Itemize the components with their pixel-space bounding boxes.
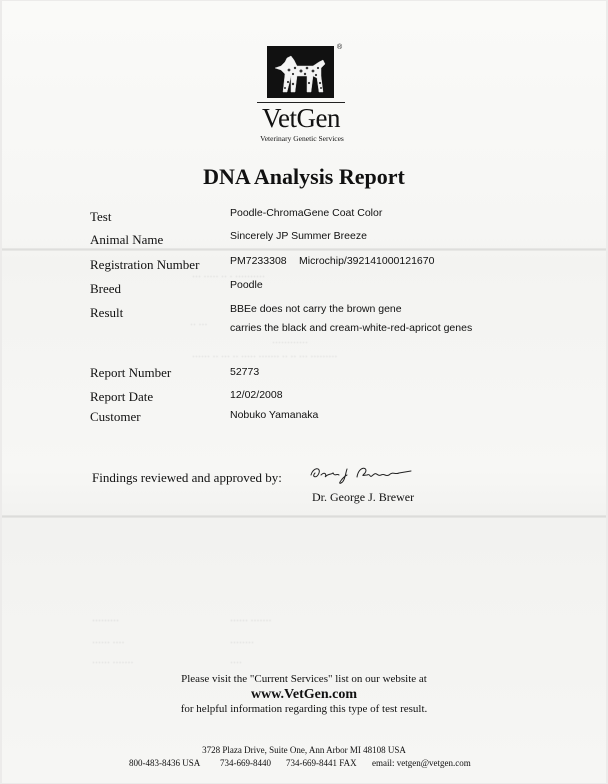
- brand-tagline: Veterinary Genetic Services: [260, 134, 344, 143]
- field-value: Poodle-ChromaGene Coat Color: [230, 207, 383, 219]
- field-label: Report Number: [90, 365, 172, 380]
- field-label: Breed: [90, 281, 122, 296]
- email[interactable]: email: vetgen@vetgen.com: [372, 758, 471, 768]
- registered-mark: ®: [337, 44, 343, 51]
- signer-name: Dr. George J. Brewer: [312, 490, 415, 504]
- website-link[interactable]: www.VetGen.com: [250, 687, 358, 702]
- microchip-value: Microchip/392141000121670: [299, 255, 435, 267]
- bleed-through-text: ······ ·· ··· ·· ····· ······· ·· ·· ··· ·········: [192, 351, 338, 361]
- phone-usa: 800-483-8436 USA: [129, 758, 201, 768]
- address: 3728 Plaza Drive, Suite One, Ann Arbor MI 48108 USA: [202, 745, 406, 755]
- bleed-through-text: ······ ····: [92, 637, 125, 647]
- signature: [307, 461, 417, 487]
- result-line-1: BBEe does not carry the brown gene: [230, 303, 402, 315]
- bleed-through-text: ··· ····· ·· · ··········: [192, 271, 265, 281]
- field-animal-name: [2, 230, 606, 252]
- page-title: DNA Analysis Report: [203, 164, 405, 189]
- phone: 734-669-8440: [220, 758, 271, 768]
- field-test: [2, 207, 606, 229]
- field-label: Result: [90, 305, 124, 320]
- field-customer: [2, 407, 606, 429]
- dog-icon: [267, 46, 334, 98]
- field-value: Sincerely JP Summer Breeze: [230, 230, 367, 242]
- report-page: [2, 1, 606, 783]
- bleed-through-text: ············: [272, 337, 308, 347]
- field-report-number: [2, 363, 606, 385]
- field-registration: [2, 255, 606, 277]
- bleed-through-text: ······ ·······: [230, 615, 272, 625]
- field-label: Customer: [90, 409, 141, 424]
- field-value: 12/02/2008: [230, 389, 283, 401]
- bleed-through-text: ······ ·······: [92, 657, 134, 667]
- field-value: Nobuko Yamanaka: [230, 409, 319, 421]
- field-label: Animal Name: [90, 232, 164, 247]
- field-value: Poodle: [230, 279, 263, 291]
- field-label: Report Date: [90, 389, 154, 404]
- field-label: Registration Number: [90, 257, 200, 272]
- field-report-date: [2, 387, 606, 409]
- findings-text: Findings reviewed and approved by:: [92, 470, 282, 485]
- fax: 734-669-8441 FAX: [286, 758, 357, 768]
- paper-fold-lower: [2, 515, 606, 518]
- bleed-through-text: ····: [230, 657, 242, 667]
- visit-line: Please visit the "Current Services" list on our website at: [181, 673, 427, 685]
- result-line-2: carries the black and cream-white-red-apricot genes: [230, 322, 473, 334]
- field-value: PM7233308: [230, 255, 287, 267]
- help-line: for helpful information regarding this type of test result.: [180, 703, 428, 715]
- bleed-through-text: ········: [230, 637, 254, 647]
- brand-name: VetGen: [262, 103, 340, 133]
- field-breed: [2, 279, 606, 301]
- field-value: 52773: [230, 366, 260, 378]
- bleed-through-text: ·········: [92, 615, 119, 625]
- bleed-through-text: ·· ···: [190, 319, 208, 329]
- field-label: Test: [90, 209, 112, 224]
